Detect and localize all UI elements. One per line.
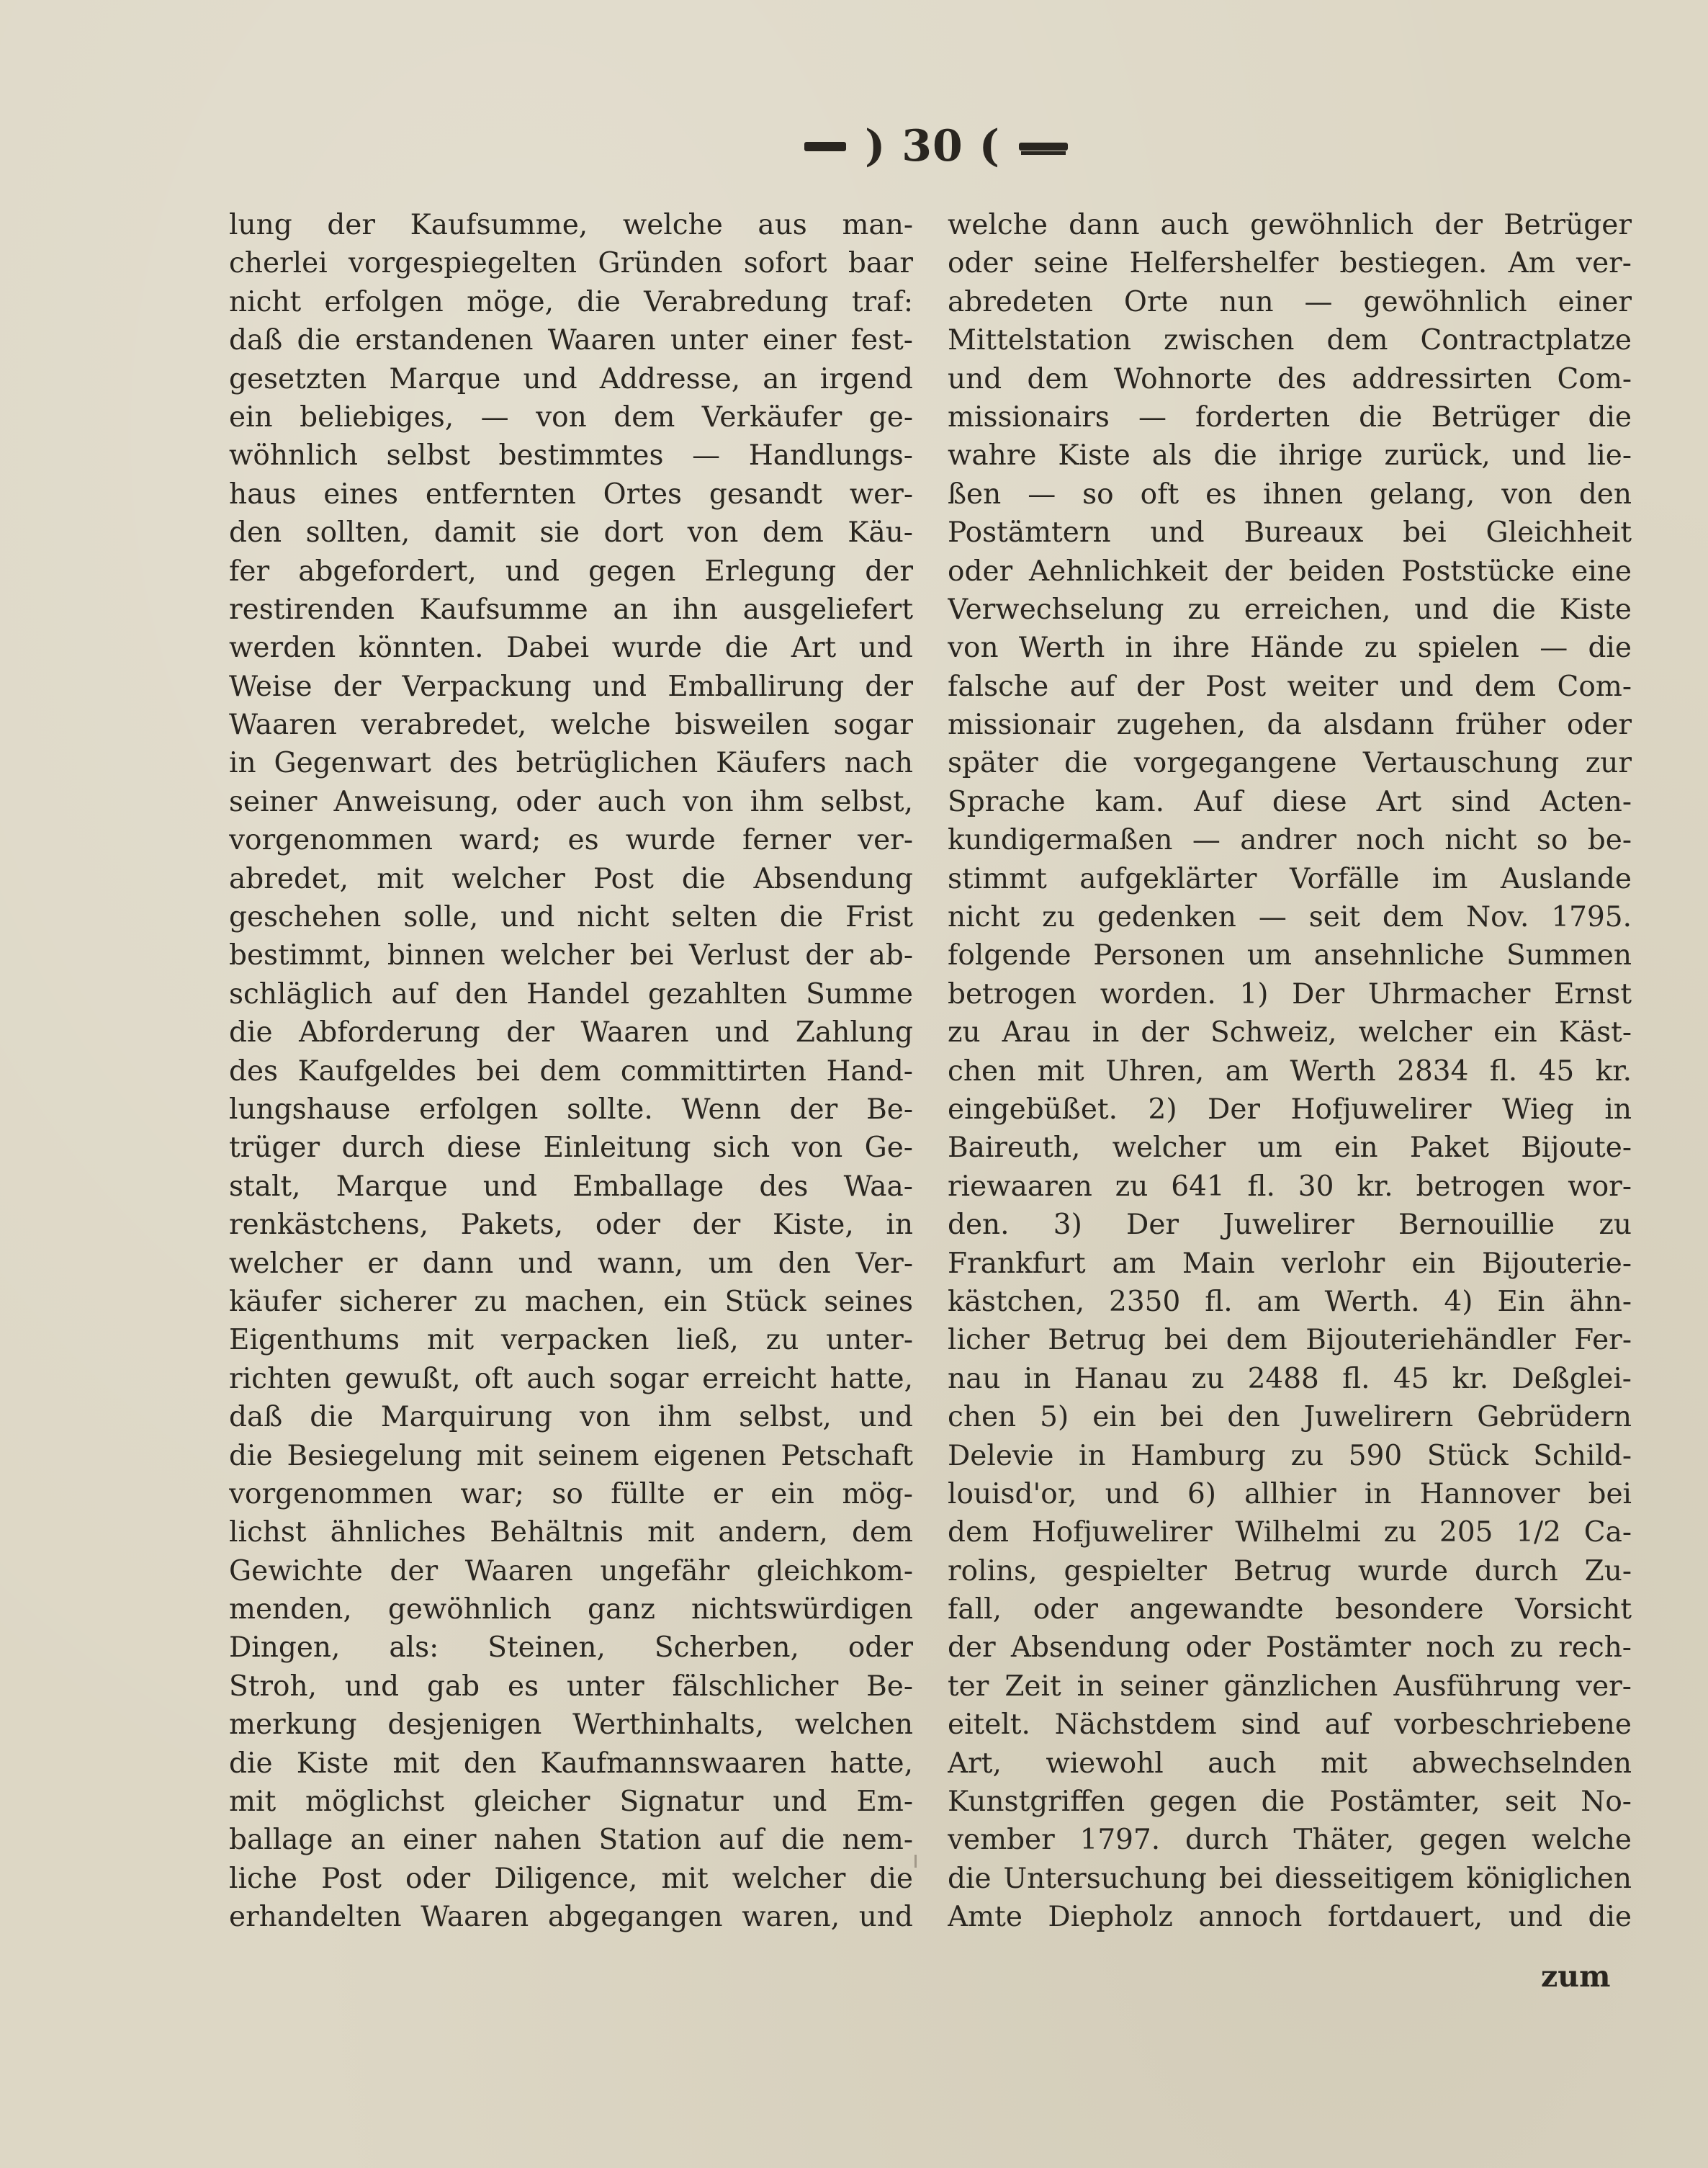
text-line: abredeten Orte nun — gewöhnlich einer: [948, 285, 1632, 318]
text-line: lichst ähnliches Behältnis mit andern, dem: [229, 1516, 913, 1549]
text-line: des Kaufgeldes bei dem committirten Hand-: [229, 1054, 913, 1088]
text-line: Verwechselung zu erreichen, und die Kiste: [948, 593, 1632, 626]
text-line: ballage an einer nahen Station auf die nem-: [229, 1824, 913, 1857]
text-line: missionairs — forderten die Betrüger die: [948, 400, 1632, 434]
text-line: restirenden Kaufsumme an ihn ausgeliefert: [229, 593, 913, 626]
text-line: menden, gewöhnlich ganz nichtswürdigen: [229, 1593, 913, 1626]
text-line: vorgenommen ward; es wurde ferner ver-: [229, 824, 913, 857]
text-line: ter Zeit in seiner gänzlichen Ausführung ver-: [948, 1670, 1632, 1703]
text-line: Art, wiewohl auch mit abwechselnden: [948, 1747, 1632, 1780]
text-line: louisd'or, und 6) allhier in Hannover bei: [948, 1477, 1632, 1510]
text-line: nau in Hanau zu 2488 fl. 45 kr. Deßglei-: [948, 1362, 1632, 1395]
text-line: Gewichte der Waaren ungefähr gleichkom-: [229, 1554, 913, 1587]
text-line: rolins, gespielter Betrug wurde durch Zu-: [948, 1554, 1632, 1587]
text-line: daß die Marquirung von ihm selbst, und: [229, 1401, 913, 1434]
text-line: trüger durch diese Einleitung sich von Ge-: [229, 1132, 913, 1165]
text-line: seiner Anweisung, oder auch von ihm selbst,: [229, 785, 913, 818]
text-line: später die vorgegangene Vertauschung zur: [948, 747, 1632, 780]
text-line: welche dann auch gewöhnlich der Betrüger: [948, 209, 1632, 241]
text-line: zu Arau in der Schweiz, welcher ein Käst-: [948, 1016, 1632, 1049]
text-line: gesetzten Marque und Addresse, an irgend: [229, 362, 913, 395]
text-line: eingebüßet. 2) Der Hofjuwelirer Wieg in: [948, 1093, 1632, 1126]
text-line: vember 1797. durch Thäter, gegen welche: [948, 1824, 1632, 1857]
text-line: Weise der Verpackung und Emballirung der: [229, 670, 913, 703]
text-line: fall, oder angewandte besondere Vorsicht: [948, 1593, 1632, 1626]
text-line: die Abforderung der Waaren und Zahlung: [229, 1016, 913, 1049]
text-line: bestimmt, binnen welcher bei Verlust der ab-: [229, 939, 913, 972]
text-line: nicht erfolgen möge, die Verabredung traf:: [229, 285, 913, 318]
text-line: falsche auf der Post weiter und dem Com-: [948, 670, 1632, 703]
text-line: licher Betrug bei dem Bijouteriehändler Fer-: [948, 1324, 1632, 1357]
text-line: chen 5) ein bei den Juwelirern Gebrüdern: [948, 1401, 1632, 1434]
header-rule-right: [1019, 143, 1068, 151]
right-column: [948, 206, 1632, 1937]
text-line: käufer sicherer zu machen, ein Stück seines: [229, 1285, 913, 1318]
text-line: liche Post oder Diligence, mit welcher die: [229, 1862, 913, 1895]
text-line: kundigermaßen — andrer noch nicht so be-: [948, 824, 1632, 857]
text-line: Delevie in Hamburg zu 590 Stück Schild-: [948, 1439, 1632, 1472]
text-line: wahre Kiste als die ihrige zurück, und lie-: [948, 439, 1632, 472]
text-line: riewaaren zu 641 fl. 30 kr. betrogen wor-: [948, 1170, 1632, 1203]
text-line: stimmt aufgeklärter Vorfälle im Auslande: [948, 862, 1632, 895]
text-line: cherlei vorgespiegelten Gründen sofort baar: [229, 247, 913, 280]
text-line: Eigenthums mit verpacken ließ, zu unter-: [229, 1324, 913, 1357]
page-header: [778, 121, 1095, 171]
text-line: missionair zugehen, da alsdann früher oder: [948, 709, 1632, 742]
text-line: Kunstgriffen gegen die Postämter, seit No-: [948, 1786, 1632, 1819]
text-line: merkung desjenigen Werthinhalts, welchen: [229, 1708, 913, 1742]
text-line: von Werth in ihre Hände zu spielen — die: [948, 632, 1632, 665]
text-line: stalt, Marque und Emballage des Waa-: [229, 1170, 913, 1203]
text-line: lungshause erfolgen sollte. Wenn der Be-: [229, 1093, 913, 1126]
text-line: schläglich auf den Handel gezahlten Summe: [229, 977, 913, 1011]
text-line: wöhnlich selbst bestimmtes — Handlungs-: [229, 439, 913, 472]
text-line: geschehen solle, und nicht selten die Frist: [229, 901, 913, 934]
left-column: [229, 206, 913, 1937]
text-line: Postämtern und Bureaux bei Gleichheit: [948, 516, 1632, 550]
catchword: zum: [1541, 1959, 1611, 1994]
text-line: erhandelten Waaren abgegangen waren, und: [229, 1901, 913, 1934]
page-number: ) 30 (: [864, 121, 1001, 171]
text-line: daß die erstandenen Waaren unter einer fest-: [229, 324, 913, 357]
text-line: nicht zu gedenken — seit dem Nov. 1795.: [948, 901, 1632, 934]
text-line: in Gegenwart des betrüglichen Käufers nach: [229, 747, 913, 780]
text-line: oder seine Helfershelfer bestiegen. Am ver-: [948, 247, 1632, 280]
text-line: haus eines entfernten Ortes gesandt wer-: [229, 478, 913, 511]
text-line: kästchen, 2350 fl. am Werth. 4) Ein ähn-: [948, 1285, 1632, 1318]
text-line: folgende Personen um ansehnliche Summen: [948, 939, 1632, 972]
text-line: der Absendung oder Postämter noch zu rech-: [948, 1631, 1632, 1665]
text-line: vorgenommen war; so füllte er ein mög-: [229, 1477, 913, 1510]
text-line: lung der Kaufsumme, welche aus man-: [229, 209, 913, 241]
text-line: Sprache kam. Auf diese Art sind Acten-: [948, 785, 1632, 818]
text-line: Dingen, als: Steinen, Scherben, oder: [229, 1631, 913, 1665]
text-line: fer abgefordert, und gegen Erlegung der: [229, 555, 913, 588]
text-line: den. 3) Der Juwelirer Bernouillie zu: [948, 1209, 1632, 1242]
text-line: und dem Wohnorte des addressirten Com-: [948, 362, 1632, 395]
text-line: die Untersuchung bei diesseitigem königlichen: [948, 1862, 1632, 1895]
header-rule-left: [804, 142, 846, 151]
paper-blemish: [914, 1855, 917, 1868]
text-line: ein beliebiges, — von dem Verkäufer ge-: [229, 400, 913, 434]
text-line: Stroh, und gab es unter fälschlicher Be-: [229, 1670, 913, 1703]
text-line: die Kiste mit den Kaufmannswaaren hatte,: [229, 1747, 913, 1780]
text-line: richten gewußt, oft auch sogar erreicht hatte,: [229, 1362, 913, 1395]
text-line: ßen — so oft es ihnen gelang, von den: [948, 478, 1632, 511]
text-line: abredet, mit welcher Post die Absendung: [229, 862, 913, 895]
text-line: dem Hofjuwelirer Wilhelmi zu 205 1/2 Ca-: [948, 1516, 1632, 1549]
text-line: Baireuth, welcher um ein Paket Bijoute-: [948, 1132, 1632, 1165]
text-line: chen mit Uhren, am Werth 2834 fl. 45 kr.: [948, 1054, 1632, 1088]
text-line: Mittelstation zwischen dem Contractplatze: [948, 324, 1632, 357]
text-line: werden könnten. Dabei wurde die Art und: [229, 632, 913, 665]
text-line: Frankfurt am Main verlohr ein Bijouterie-: [948, 1247, 1632, 1280]
text-line: Waaren verabredet, welche bisweilen sogar: [229, 709, 913, 742]
text-line: oder Aehnlichkeit der beiden Poststücke eine: [948, 555, 1632, 588]
text-line: den sollten, damit sie dort von dem Käu-: [229, 516, 913, 550]
text-line: welcher er dann und wann, um den Ver-: [229, 1247, 913, 1280]
text-line: betrogen worden. 1) Der Uhrmacher Ernst: [948, 977, 1632, 1011]
text-line: die Besiegelung mit seinem eigenen Petschaft: [229, 1439, 913, 1472]
text-line: Amte Diepholz annoch fortdauert, und die: [948, 1901, 1632, 1934]
text-line: renkästchens, Pakets, oder der Kiste, in: [229, 1209, 913, 1242]
text-line: eitelt. Nächstdem sind auf vorbeschriebene: [948, 1708, 1632, 1742]
text-line: mit möglichst gleicher Signatur und Em-: [229, 1786, 913, 1819]
